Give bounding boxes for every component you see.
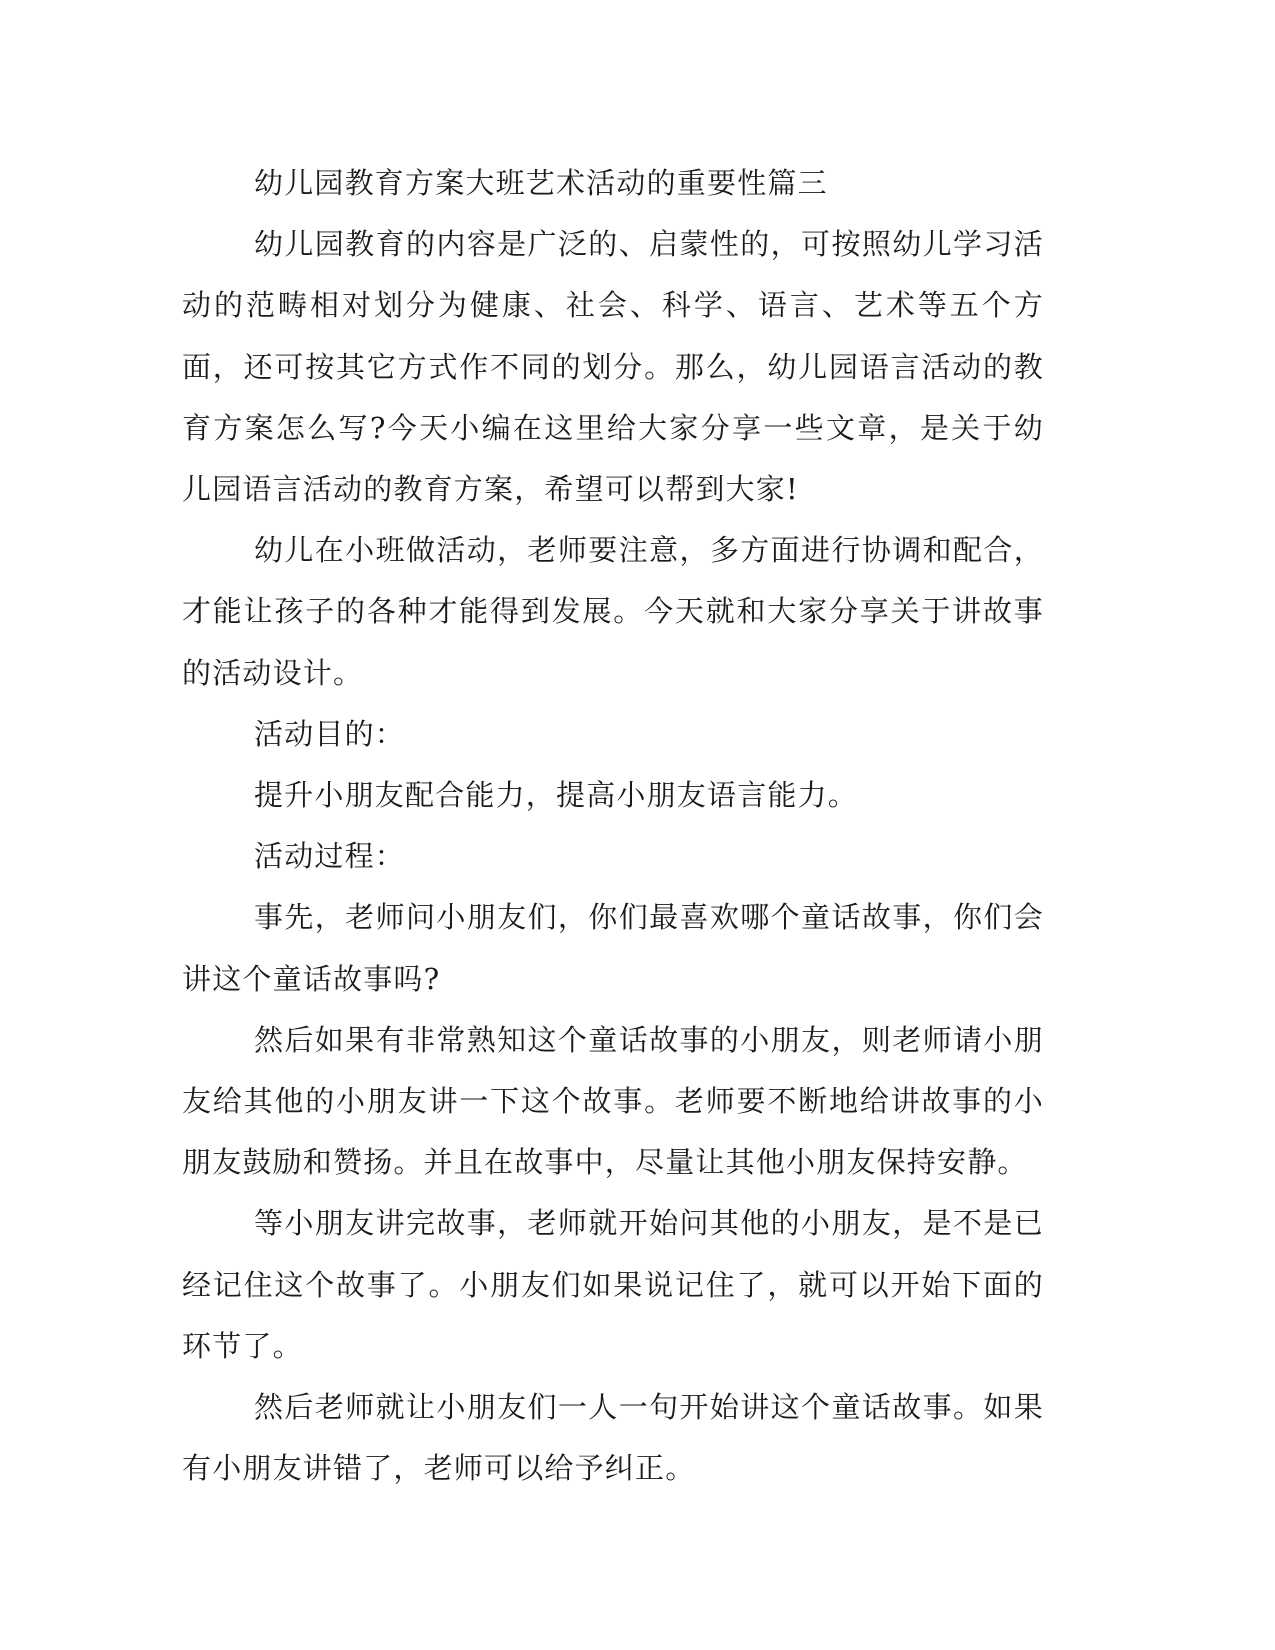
paragraph-overview: 幼儿在小班做活动，老师要注意，多方面进行协调和配合，才能让孩子的各种才能得到发展。今天就和大家分享关于讲故事的活动设计。 [182,533,1044,690]
paragraph-process-heading: 活动过程： [254,839,406,874]
paragraph-step-1: 事先，老师问小朋友们，你们最喜欢哪个童话故事，你们会讲这个童话故事吗? [182,900,1044,996]
paragraph-step-4: 然后老师就让小朋友们一人一句开始讲这个童话故事。如果有小朋友讲错了，老师可以给予纠正。 [182,1390,1044,1486]
document-title: 幼儿园教育方案大班艺术活动的重要性篇三 [254,166,828,200]
paragraph-step-2: 然后如果有非常熟知这个童话故事的小朋友，则老师请小朋友给其他的小朋友讲一下这个故事。老师要不断地给讲故事的小朋友鼓励和赞扬。并且在故事中，尽量让其他小朋友保持安静。 [182,1022,1044,1180]
paragraph-intro: 幼儿园教育的内容是广泛的、启蒙性的，可按照幼儿学习活动的范畴相对划分为健康、社会、科学、语言、艺术等五个方面，还可按其它方式作不同的划分。那么，幼儿园语言活动的教育方案怎么写?今天小编在这里给大家分享一些文章，是关于幼儿园语言活动的教育方案，希望可以帮到大家! [182,227,1044,507]
paragraph-goal-heading: 活动目的： [254,716,406,751]
paragraph-goal: 提升小朋友配合能力，提高小朋友语言能力。 [254,778,859,813]
document-body [182,153,1044,1499]
paragraph-step-3: 等小朋友讲完故事，老师就开始问其他的小朋友，是不是已经记住这个故事了。小朋友们如果说记住了，就可以开始下面的环节了。 [182,1206,1044,1363]
